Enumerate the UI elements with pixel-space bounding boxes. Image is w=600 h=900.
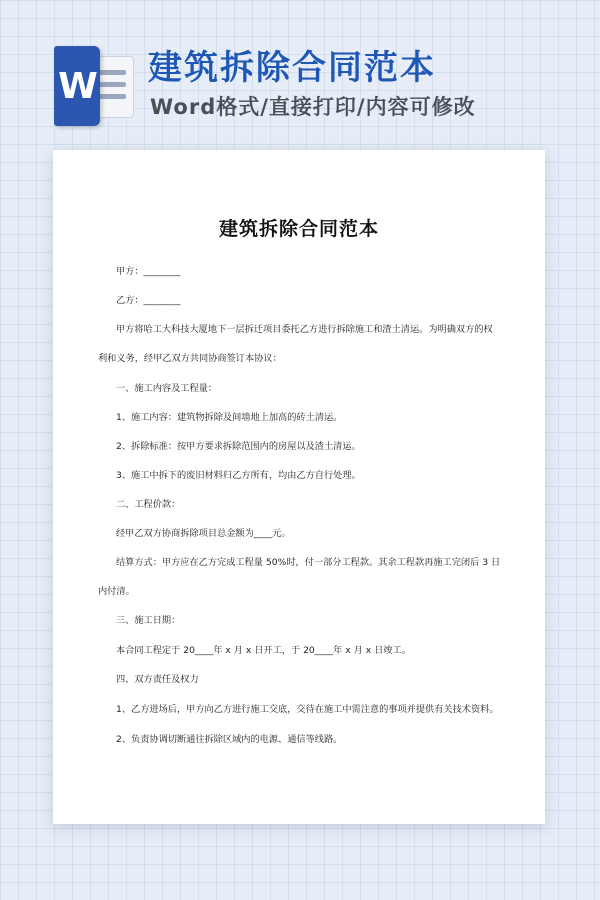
- banner-title: 建筑拆除合同范本: [148, 48, 436, 88]
- paragraph-line: 1、乙方进场后，甲方向乙方进行施工交底，交待在施工中需注意的事项并提供有关技术资料。: [116, 704, 499, 715]
- paragraph-line: 1、施工内容：建筑物拆除及间墙地上加高的砖土清运。: [116, 412, 343, 423]
- section-heading: 一、施工内容及工程量：: [116, 383, 218, 394]
- header-banner: [0, 0, 600, 140]
- paragraph-line: 内付清。: [98, 586, 135, 597]
- section-heading: 四、双方责任及权力: [116, 674, 199, 685]
- party-b-line: 乙方：________: [116, 295, 181, 306]
- paragraph-line: 本合同工程定于 20____年 x 月 x 日开工，于 20____年 x 月 x 日竣工。: [116, 645, 411, 656]
- paragraph-line: 2、拆除标准：按甲方要求拆除范围内的房屋以及渣土清运。: [116, 441, 361, 452]
- word-icon-line: [96, 70, 126, 75]
- word-icon-line: [96, 94, 126, 99]
- paragraph-line: 2、负责协调切断通往拆除区域内的电源、通信等线路。: [116, 734, 343, 745]
- document-page: [53, 150, 545, 824]
- paragraph-line: 利和义务，经甲乙双方共同协商签订本协议：: [98, 353, 282, 364]
- word-document-icon: [54, 46, 134, 126]
- paragraph-line: 经甲乙双方协商拆除项目总金额为____元。: [116, 528, 291, 539]
- word-icon-line: [96, 82, 126, 87]
- document-title: 建筑拆除合同范本: [218, 218, 379, 240]
- paragraph-line: 结算方式：甲方应在乙方完成工程量 50%时，付一部分工程款。其余工程款再施工完闭后 3 日: [116, 557, 501, 568]
- section-heading: 二、工程价款：: [116, 499, 181, 510]
- paragraph-line: 甲方将哈工大科技大厦地下一层拆迁项目委托乙方进行拆除施工和渣土清运。为明确双方的权: [116, 324, 493, 335]
- word-icon-letter: W: [54, 46, 100, 126]
- paragraph-line: 3、施工中拆下的废旧材料归乙方所有，均由乙方自行处理。: [116, 470, 361, 481]
- party-a-line: 甲方：________: [116, 266, 181, 277]
- section-heading: 三、施工日期：: [116, 615, 181, 626]
- banner-subtitle: Word格式/直接打印/内容可修改: [150, 95, 476, 119]
